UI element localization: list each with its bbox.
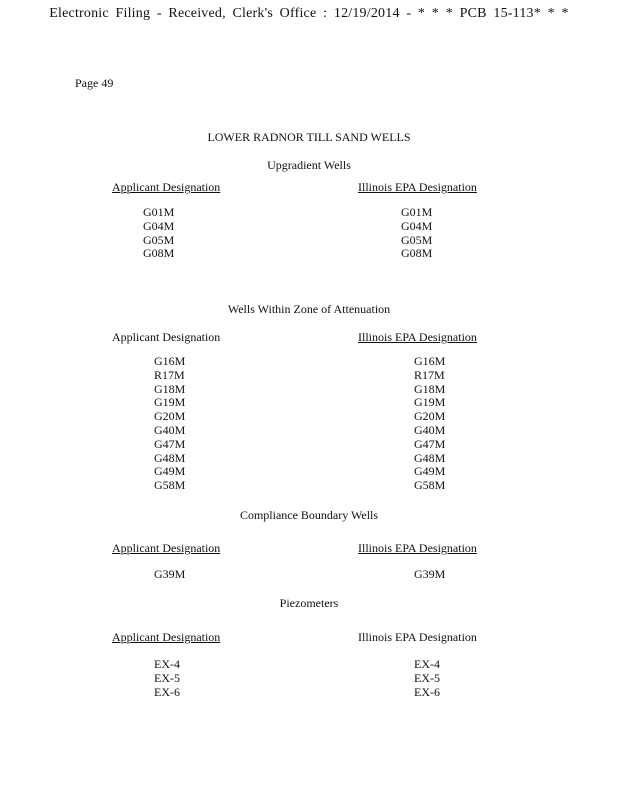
well-designation: G19M: [414, 395, 446, 410]
well-designation: G47M: [414, 436, 446, 451]
epa-designation-header: Illinois EPA Designation: [358, 541, 477, 555]
applicant-designation-header: Applicant Designation: [112, 330, 221, 344]
section-heading-piezometers: Piezometers: [279, 596, 339, 610]
page-number: Page 49: [75, 76, 114, 90]
well-designation: EX-4: [414, 657, 440, 671]
well-designation: EX-5: [414, 670, 440, 685]
well-designation: G20M: [154, 409, 186, 424]
document-title: LOWER RADNOR TILL SAND WELLS: [207, 130, 411, 144]
well-designation: G18M: [154, 381, 186, 396]
epa-designation-header: Illinois EPA Designation: [358, 180, 477, 194]
well-designation: EX-5: [154, 670, 180, 685]
epa-designation-list: [414, 568, 445, 582]
well-designation: G08M: [143, 246, 175, 261]
well-designation: G49M: [154, 464, 186, 479]
well-designation: R17M: [414, 367, 445, 382]
well-designation: G39M: [154, 567, 186, 581]
well-designation: G58M: [154, 478, 186, 493]
well-designation: G48M: [414, 450, 446, 465]
applicant-designation-list: [154, 658, 180, 699]
well-designation: G18M: [414, 381, 446, 396]
applicant-designation-list: [143, 206, 174, 261]
well-designation: G48M: [154, 450, 186, 465]
epa-designation-header: Illinois EPA Designation: [358, 330, 477, 344]
well-designation: G58M: [414, 478, 446, 493]
well-designation: G40M: [414, 422, 446, 437]
well-designation: EX-6: [414, 684, 440, 699]
well-designation: EX-4: [154, 657, 180, 671]
epa-designation-list: [414, 658, 440, 699]
well-designation: G20M: [414, 409, 446, 424]
section-heading-zone-of-attenuation: Wells Within Zone of Attenuation: [227, 302, 391, 316]
well-designation: G16M: [154, 354, 186, 368]
well-designation: R17M: [154, 367, 185, 382]
well-designation: G05M: [401, 232, 433, 247]
well-designation: G08M: [401, 246, 433, 261]
well-designation: G04M: [143, 218, 175, 233]
well-designation: EX-6: [154, 684, 180, 699]
applicant-designation-header: Applicant Designation: [112, 180, 221, 194]
section-heading-compliance-boundary: Compliance Boundary Wells: [239, 508, 379, 522]
well-designation: G39M: [414, 567, 446, 581]
well-designation: G49M: [414, 464, 446, 479]
well-designation: G04M: [401, 218, 433, 233]
epa-designation-header: Illinois EPA Designation: [358, 630, 477, 644]
filing-stamp-header: Electronic Filing - Received, Clerk's Office : 12/19/2014 - * * * PCB 15-113* * *: [49, 6, 569, 21]
epa-designation-list: [401, 206, 432, 261]
well-designation: G40M: [154, 422, 186, 437]
well-designation: G19M: [154, 395, 186, 410]
applicant-designation-header: Applicant Designation: [112, 630, 221, 644]
section-heading-upgradient: Upgradient Wells: [267, 158, 351, 172]
applicant-designation-list: [154, 568, 185, 582]
applicant-designation-header: Applicant Designation: [112, 541, 221, 555]
well-designation: G05M: [143, 232, 175, 247]
well-designation: G16M: [414, 354, 446, 368]
well-designation: G47M: [154, 436, 186, 451]
well-designation: G01M: [143, 205, 175, 219]
epa-designation-list: [414, 355, 445, 493]
applicant-designation-list: [154, 355, 185, 493]
well-designation: G01M: [401, 205, 433, 219]
